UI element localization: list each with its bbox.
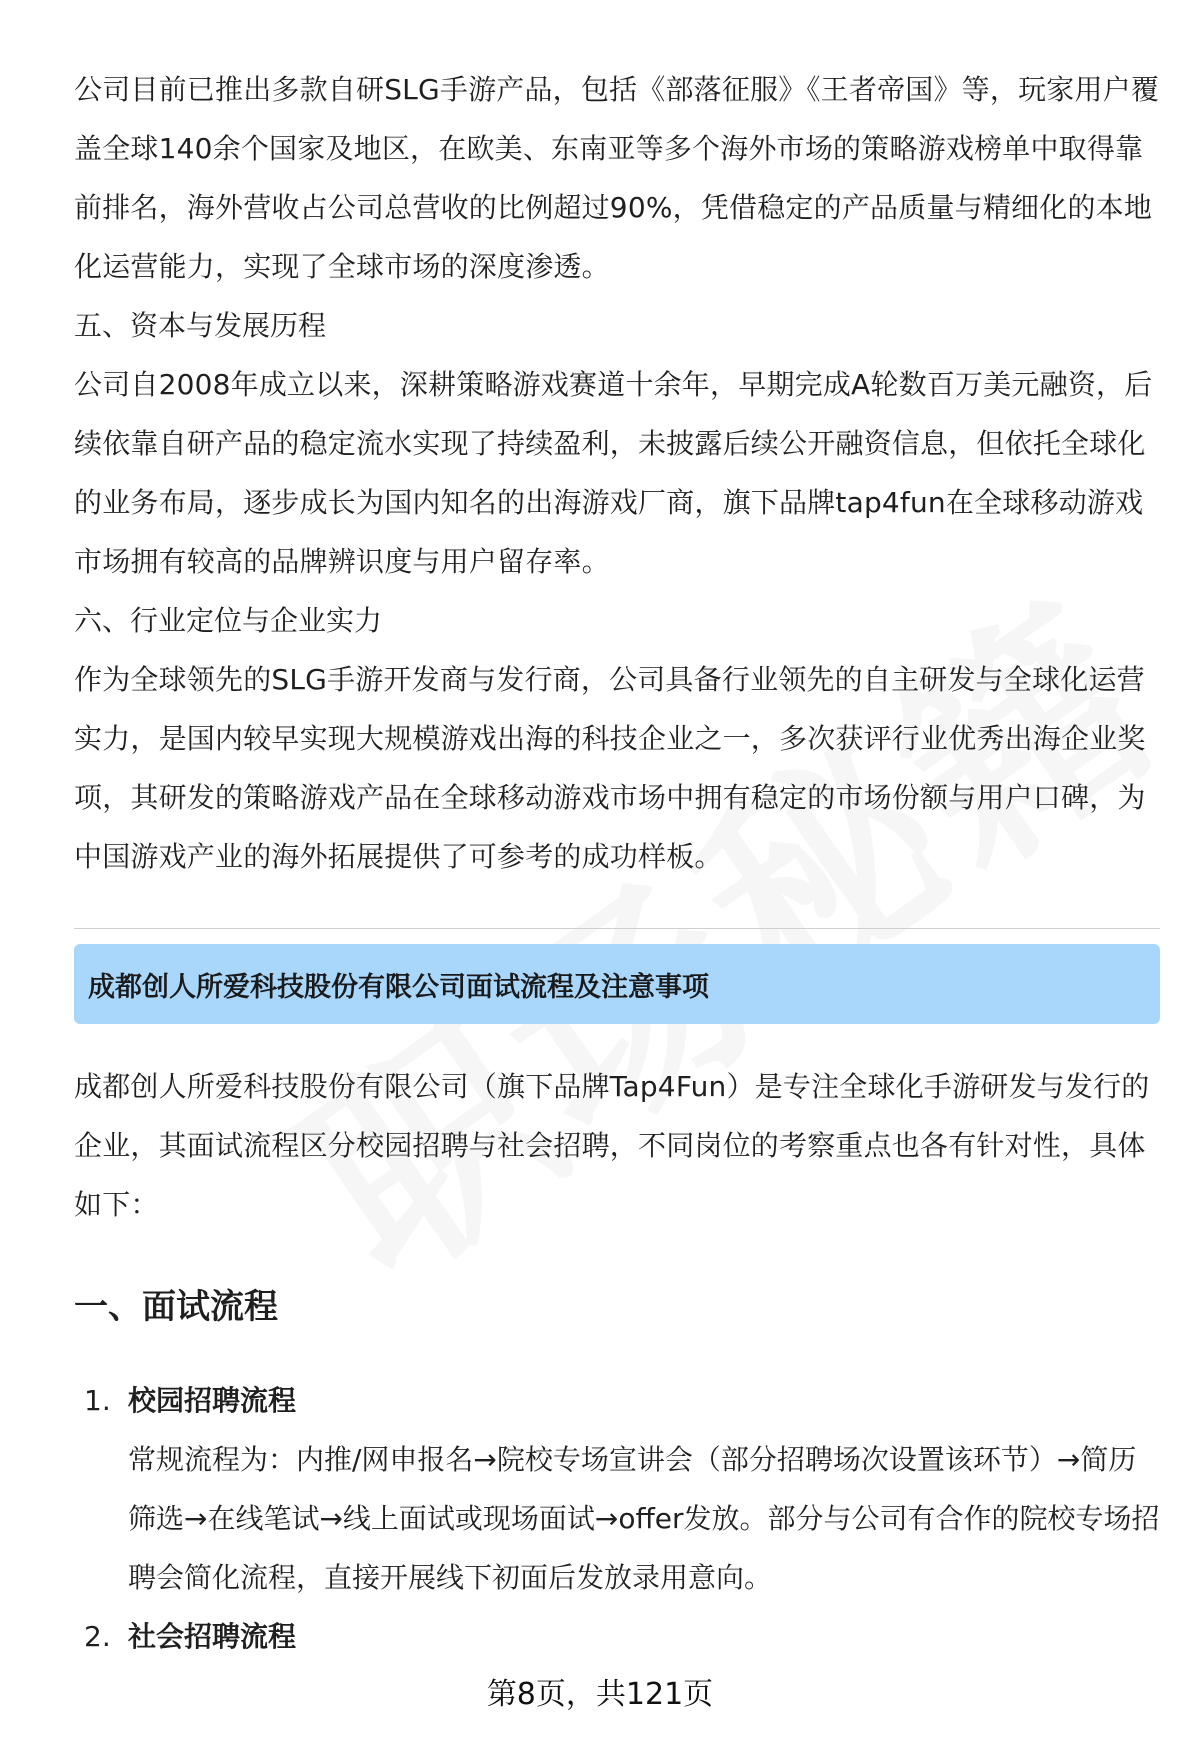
- document-page: [74, 60, 1160, 1666]
- paragraph-overseas-products: 公司目前已推出多款自研SLG手游产品，包括《部落征服》《王者帝国》等，玩家用户覆盖全球140余个国家及地区，在欧美、东南亚等多个海外市场的策略游戏榜单中取得靠前排名，海外营收占公司总营收的比例超过90%，凭借稳定的产品质量与精细化的本地化运营能力，实现了全球市场的深度渗透。: [74, 73, 1160, 283]
- list-number: 2.: [84, 1620, 111, 1653]
- list-item-body: 常规流程为：内推/网申报名→院校专场宣讲会（部分招聘场次设置该环节）→简历筛选→在线笔试→线上面试或现场面试→offer发放。部分与公司有合作的院校专场招聘会简化流程，直接开展线下初面后发放录用意向。: [128, 1443, 1160, 1594]
- interview-process-heading: 一、面试流程: [74, 1287, 278, 1327]
- list-item-title: 校园招聘流程: [128, 1384, 297, 1417]
- section-heading-capital: 五、资本与发展历程: [74, 309, 327, 342]
- list-item-campus: [74, 1371, 1160, 1607]
- interview-intro-paragraph: 成都创人所爱科技股份有限公司（旗下品牌Tap4Fun）是专注全球化手游研发与发行的企业，其面试流程区分校园招聘与社会招聘，不同岗位的考察重点也各有针对性，具体如下：: [74, 1070, 1150, 1221]
- horizontal-divider: [74, 928, 1160, 929]
- paragraph-capital-history: 公司自2008年成立以来，深耕策略游戏赛道十余年，早期完成A轮数百万美元融资，后续依靠自研产品的稳定流水实现了持续盈利，未披露后续公开融资信息，但依托全球化的业务布局，逐步成长为国内知名的出海游戏厂商，旗下品牌tap4fun在全球移动游戏市场拥有较高的品牌辨识度与用户留存率。: [74, 368, 1153, 578]
- list-number: 1.: [84, 1384, 111, 1417]
- paragraph-industry-position: 作为全球领先的SLG手游开发商与发行商，公司具备行业领先的自主研发与全球化运营实力，是国内较早实现大规模游戏出海的科技企业之一，多次获评行业优秀出海企业奖项，其研发的策略游戏产品在全球移动游戏市场中拥有稳定的市场份额与用户口碑，为中国游戏产业的海外拓展提供了可参考的成功样板。: [74, 663, 1146, 873]
- list-item-social: [74, 1607, 1160, 1666]
- page-number-footer: 第8页，共121页: [486, 1677, 714, 1712]
- section-heading-positioning: 六、行业定位与企业实力: [74, 604, 383, 637]
- banner-title: 成都创人所爱科技股份有限公司面试流程及注意事项: [88, 971, 709, 1003]
- process-list: [74, 1371, 1160, 1666]
- interview-banner: [74, 944, 1160, 1024]
- list-item-title: 社会招聘流程: [128, 1620, 297, 1653]
